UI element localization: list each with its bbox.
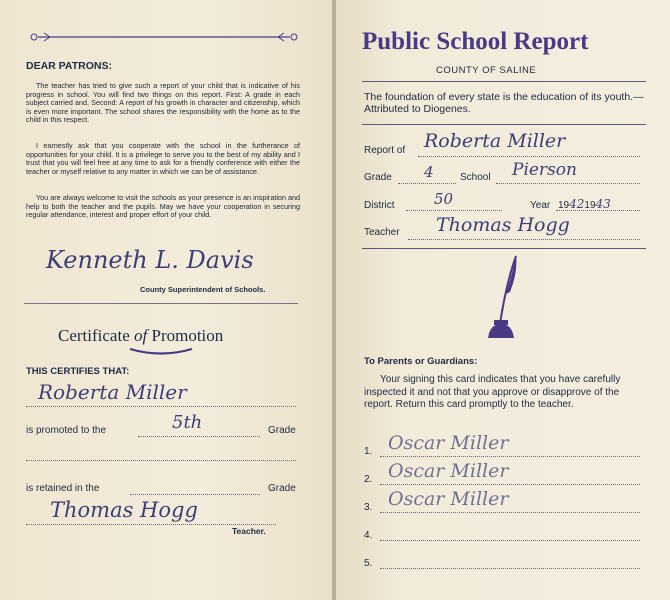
signature-number: 4. <box>364 530 373 541</box>
retained-line <box>130 494 260 495</box>
ornament-divider <box>28 30 300 44</box>
parent-signature: Oscar Miller <box>388 488 509 510</box>
teacher-line <box>26 524 276 525</box>
blank-line <box>26 460 296 461</box>
promoted-label: is promoted to the <box>26 425 107 436</box>
parent-signature: Oscar Miller <box>388 432 509 454</box>
left-panel <box>0 0 332 600</box>
county-label: COUNTY OF SALINE <box>436 65 537 76</box>
superintendent-signature: Kenneth L. Davis <box>46 246 254 274</box>
certificate-title: Certificate of Promotion <box>58 326 224 345</box>
dear-patrons-heading: DEAR PATRONS: <box>26 60 112 72</box>
parents-heading: To Parents or Guardians: <box>364 356 478 367</box>
school-line <box>496 183 640 184</box>
pupil-line <box>26 406 296 407</box>
certificate-pupil-name: Roberta Miller <box>38 380 187 404</box>
signature-number: 1. <box>364 446 373 457</box>
patrons-paragraph-1: The teacher has tried to give such a report of your child that is indicative of his progress in school. You will find two things on this report. First: A grade in each subject carried and, Second: A report of his growth in character and citizenship, which is even more important. The school shares the responsibility with the home as to the child in this respect. <box>26 81 300 125</box>
district-value: 50 <box>434 190 454 208</box>
signature-number: 5. <box>364 558 373 569</box>
teacher-value: Thomas Hogg <box>436 214 570 236</box>
patrons-paragraph-2: I earnestly ask that you cooperate with the school in the furtherance of opportunities for your child. It is a privilege to serve you to the best of my ability and I trust that you will feel free at any time to ask for a friendly conference with either the teacher or myself relative to any matter in which we can be of assistance. <box>26 141 300 176</box>
swash-ornament <box>128 346 194 356</box>
signature-row <box>362 488 652 524</box>
year-prefix-a: 19 <box>558 200 570 211</box>
report-title: Public School Report <box>362 28 589 55</box>
quill-inkwell-illustration <box>476 254 526 346</box>
grade-label: Grade <box>364 172 392 183</box>
promoted-grade-label: Grade <box>268 425 296 436</box>
signature-row <box>362 552 652 580</box>
title-divider <box>362 81 646 82</box>
patrons-paragraph-3: You are always welcome to visit the schools as your presence is an inspiration and help to both the teacher and the pupils. May we have your cooperation in securing regular attendance, interest and proper effort of your child. <box>26 193 300 220</box>
certifies-label: THIS CERTIFIES THAT: <box>26 366 130 377</box>
section-divider <box>24 303 298 304</box>
quote-divider <box>362 124 646 125</box>
school-value: Pierson <box>512 160 577 180</box>
year-value-b: 43 <box>595 197 611 211</box>
year-value-group <box>558 197 611 211</box>
grade-value: 4 <box>424 163 434 181</box>
report-of-line <box>418 156 640 157</box>
school-label: School <box>460 172 491 183</box>
teacher-label: Teacher <box>364 227 400 238</box>
diogenes-quote: The foundation of every state is the education of its youth.—Attributed to Diogenes. <box>364 91 644 115</box>
report-of-value: Roberta Miller <box>424 130 566 152</box>
report-of-label: Report of <box>364 145 406 156</box>
signature-list <box>362 432 652 580</box>
signature-number: 2. <box>364 474 373 485</box>
year-line <box>556 210 640 211</box>
signature-row <box>362 524 652 552</box>
parent-signature: Oscar Miller <box>388 460 509 482</box>
retained-label: is retained in the <box>26 483 100 494</box>
year-value-a: 42 <box>569 197 585 211</box>
year-label: Year <box>530 200 551 211</box>
signature-number: 3. <box>364 502 373 513</box>
right-panel <box>336 0 670 600</box>
retained-grade-label: Grade <box>268 483 296 494</box>
promoted-grade-value: 5th <box>172 412 203 433</box>
superintendent-title: County Superintendent of Schools. <box>140 285 266 294</box>
teacher-signature: Thomas Hogg <box>50 498 198 522</box>
fields-divider <box>362 248 646 249</box>
promoted-line <box>138 436 260 437</box>
district-label: District <box>364 200 395 211</box>
parents-text: Your signing this card indicates that you have carefully inspected it and not that you approve or disapprove of the report. Return this card promptly to the teacher. <box>364 374 621 410</box>
teacher-caption: Teacher. <box>232 526 266 536</box>
year-prefix-b: 19 <box>584 200 596 211</box>
teacher-line-right <box>408 239 640 240</box>
district-line <box>406 210 502 211</box>
grade-line <box>398 183 456 184</box>
